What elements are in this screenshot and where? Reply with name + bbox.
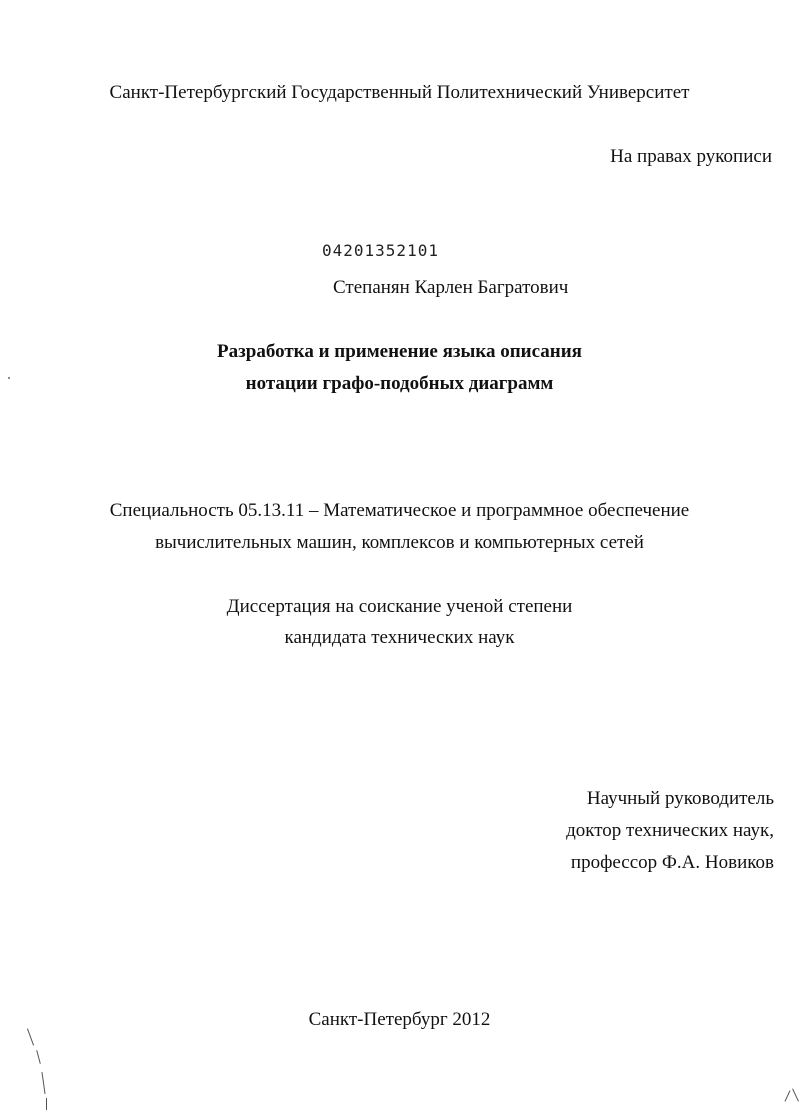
supervisor-role: Научный руководитель <box>586 788 774 809</box>
author-name: Степанян Карлен Багратович <box>333 277 569 298</box>
scan-speck <box>8 377 10 379</box>
scan-mark <box>36 1050 41 1064</box>
supervisor-block <box>566 783 774 879</box>
university-name: Санкт-Петербургский Государственный Политехнический Университет <box>109 82 690 103</box>
scan-mark <box>46 1098 47 1110</box>
scan-mark <box>792 1088 799 1101</box>
place-and-year: Санкт-Петербург 2012 <box>308 1009 491 1030</box>
supervisor-degree: доктор технических наук, <box>566 820 774 841</box>
scan-mark <box>785 1090 791 1101</box>
specialty-line-1: Специальность 05.13.11 – Математическое и программное обеспечение <box>109 500 690 521</box>
supervisor-name: профессор Ф.А. Новиков <box>570 852 774 873</box>
specialty-line-2: вычислительных машин, комплексов и компьютерных сетей <box>155 532 644 553</box>
thesis-title-line-1: Разработка и применение языка описания <box>217 341 582 362</box>
degree-line-2: кандидата технических наук <box>284 627 515 648</box>
catalog-number: 04201352101 <box>322 241 439 260</box>
manuscript-note: На правах рукописи <box>610 146 772 167</box>
scan-mark <box>41 1072 45 1094</box>
degree-line-1: Диссертация на соискание ученой степени <box>226 596 573 617</box>
thesis-title-line-2: нотации графо-подобных диаграмм <box>245 373 554 394</box>
